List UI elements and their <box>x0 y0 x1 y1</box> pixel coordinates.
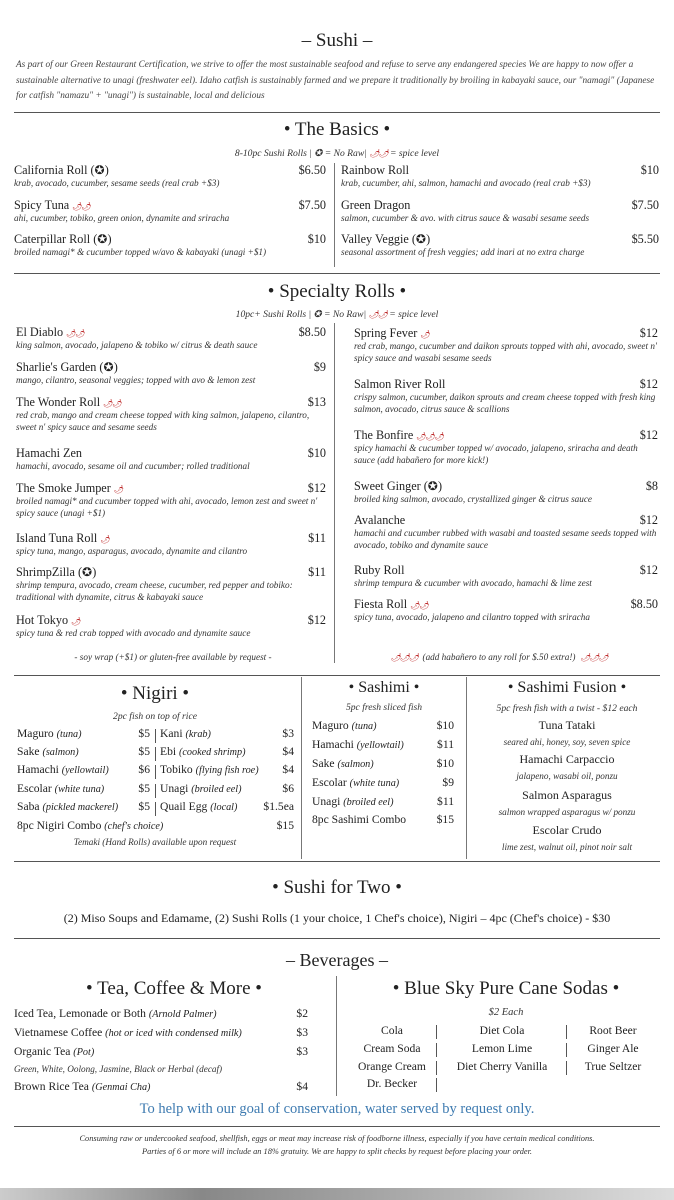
separator <box>155 729 156 743</box>
item-price: $13 <box>307 395 326 409</box>
item-description: krab, avocado, cucumber, sesame seeds (real crab +$3) <box>14 178 220 188</box>
beverage-price: $3 <box>296 1045 308 1058</box>
nigiri-note: (pickled mackerel) <box>42 802 119 813</box>
beverage-note: (Pot) <box>73 1047 95 1058</box>
item-description: ahi, cucumber, tobiko, green onion, dynamite and sriracha <box>14 213 230 223</box>
nigiri-combo-price: $15 <box>276 819 294 832</box>
nigiri-combo-note: (chef's choice) <box>104 821 164 832</box>
chili-icon: 🌶 <box>420 330 430 339</box>
chili-icon: 🌶🌶 <box>410 601 429 610</box>
item-price: $10 <box>640 163 659 177</box>
nigiri-note: (tuna) <box>56 729 82 740</box>
item-price: $8.50 <box>630 597 658 611</box>
nigiri-item <box>160 763 259 776</box>
beverage-name: Organic Tea <box>14 1045 71 1058</box>
item-description: seasonal assortment of fresh veggies; add inari at no extra charge <box>341 247 585 257</box>
nigiri-item <box>160 745 246 758</box>
fusion-title: • Sashimi Fusion • <box>507 679 627 696</box>
menu-item <box>14 232 326 259</box>
nigiri-price: $5 <box>138 800 150 813</box>
separator <box>566 1025 567 1039</box>
menu-item <box>354 428 658 466</box>
soda-item: Cream Soda <box>363 1042 421 1055</box>
menu-item <box>341 232 659 259</box>
nigiri-item <box>17 763 109 776</box>
nigiri-price: $4 <box>282 763 294 776</box>
item-description: salmon, cucumber & avo. with citrus sauce & wasabi sesame seeds <box>341 213 590 223</box>
item-name <box>16 395 326 410</box>
fusion-description: salmon wrapped asparagus w/ ponzu <box>498 807 636 817</box>
item-description: spicy tuna, mango, asparagus, avocado, dynamite and cilantro <box>16 546 248 556</box>
item-price: $6.50 <box>298 163 326 177</box>
nigiri-price: $6 <box>282 782 294 795</box>
item-name-text: Avalanche <box>354 513 406 527</box>
item-name <box>354 513 658 528</box>
item-name <box>354 563 658 578</box>
item-name <box>14 232 326 247</box>
nigiri-name: Kani <box>160 727 183 740</box>
separator <box>436 1078 437 1092</box>
nigiri-name: Ebi <box>160 745 177 758</box>
item-name <box>354 326 658 341</box>
sashimi-item <box>312 757 374 770</box>
water-note: To help with our goal of conservation, water served by request only. <box>139 1101 535 1117</box>
item-price: $11 <box>308 565 326 579</box>
item-name-text: Hamachi Zen <box>16 446 82 460</box>
menu-item <box>354 597 658 624</box>
sashimi-item <box>312 776 399 789</box>
beverage-item <box>14 1007 216 1020</box>
basics-title: • The Basics • <box>283 119 391 140</box>
specialty-subtitle: 10pc+ Sushi Rolls | ✪ = No Raw| 🌶🌶 = spice level <box>235 309 439 320</box>
nigiri-note: (salmon) <box>42 747 79 758</box>
soda-item: Ginger Ale <box>587 1042 639 1055</box>
item-name <box>14 163 326 178</box>
nigiri-name: Sake <box>17 745 40 758</box>
sashimi-item <box>312 813 406 826</box>
nigiri-title: • Nigiri • <box>120 683 190 704</box>
item-name <box>341 198 659 213</box>
menu-item <box>16 613 326 640</box>
item-description: red crab, mango, cucumber and daikon sprouts topped with ahi, avocado, sweet n' spicy sauce and wasabi sesame seeds <box>354 341 657 363</box>
basics-subtitle: 8-10pc Sushi Rolls | ✪ = No Raw| 🌶🌶 = spice level <box>234 148 440 159</box>
item-name-text: Spring Fever <box>354 326 418 340</box>
nigiri-name: Maguro <box>17 727 54 740</box>
nigiri-note: (white tuna) <box>54 784 105 795</box>
nigiri-item <box>17 800 118 813</box>
item-name-text: ShrimpZilla (✪) <box>16 565 97 579</box>
column-divider <box>334 323 335 663</box>
sushi-for-two-desc: (2) Miso Soups and Edamame, (2) Sushi Rolls (1 your choice, 1 Chef's choice), Nigiri – 4pc (Chef's choice) - $30 <box>63 911 611 925</box>
beverage-item <box>14 1080 150 1093</box>
divider <box>14 861 660 862</box>
sashimi-note: (broiled eel) <box>343 797 394 808</box>
menu-item <box>354 377 658 415</box>
item-price: $12 <box>639 513 658 527</box>
nigiri-name: Unagi <box>160 782 189 795</box>
item-name <box>354 597 658 612</box>
item-description: broiled namagi* & cucumber topped w/avo & kabayaki (unagi +$1) <box>14 247 267 257</box>
item-price: $12 <box>639 428 658 442</box>
divider <box>14 1126 660 1127</box>
soda-item: Cola <box>381 1024 403 1037</box>
item-name-text: Caterpillar Roll (✪) <box>14 232 112 246</box>
sashimi-name: Unagi <box>312 795 341 808</box>
column-divider <box>336 976 337 1096</box>
item-price: $12 <box>639 377 658 391</box>
tea-types: Green, White, Oolong, Jasmine, Black or Herbal (decaf) <box>14 1064 223 1074</box>
sashimi-name: 8pc Sashimi Combo <box>312 813 407 826</box>
item-price: $12 <box>307 481 326 495</box>
sashimi-price: $10 <box>436 719 454 732</box>
item-price: $12 <box>307 613 326 627</box>
nigiri-combo <box>17 819 163 832</box>
menu-item <box>16 565 326 603</box>
sodas-title: • Blue Sky Pure Cane Sodas • <box>392 978 620 999</box>
nigiri-item <box>160 800 237 813</box>
menu-item <box>16 360 326 387</box>
item-price: $10 <box>307 232 326 246</box>
sodas-subtitle: $2 Each <box>488 1007 524 1018</box>
item-name-text: The Bonfire <box>354 428 414 442</box>
chili-icon: 🌶🌶 <box>66 329 85 338</box>
item-description: krab, cucumber, ahi, salmon, hamachi and avocado (real crab +$3) <box>341 178 591 188</box>
beverage-note: (Genmai Cha) <box>91 1082 151 1093</box>
menu-item <box>354 513 658 551</box>
intro-text: As part of our Green Restaurant Certification, we strive to offer the most sustainable seafood and refuse to serve any endangered species We are happy to now offer a sustainable alternative to unagi (freshwater eel). Idaho catfish is sustainably farmed and we prepare it traditionally by broiling in kabayaki sauce, our "namagi" (Japanese for catfish "namazu" + "unagi") is sustainable, local and delicious <box>16 60 655 101</box>
beverages-title: – Beverages – <box>286 950 388 970</box>
sashimi-price: $10 <box>436 757 454 770</box>
item-name-text: Rainbow Roll <box>341 163 410 177</box>
fusion-name: Escolar Crudo <box>532 823 602 837</box>
nigiri-item <box>17 782 104 795</box>
item-name-text: Sweet Ginger (✪) <box>354 479 443 493</box>
tea-title: • Tea, Coffee & More • <box>86 978 262 999</box>
chili-icon: 🌶 <box>71 617 81 626</box>
beverage-price: $2 <box>296 1007 308 1020</box>
chili-icon: 🌶 <box>100 535 110 544</box>
sashimi-price: $11 <box>437 738 454 751</box>
item-name <box>354 377 658 392</box>
item-name <box>16 360 326 375</box>
item-name <box>341 232 659 247</box>
nigiri-note: (broiled eel) <box>191 784 242 795</box>
nigiri-name: Hamachi <box>17 763 59 776</box>
sashimi-title: • Sashimi • <box>348 679 420 696</box>
specialty-title: • Specialty Rolls • <box>267 281 407 302</box>
menu-item <box>16 325 326 352</box>
separator <box>155 784 156 798</box>
chili-icon: 🌶🌶 <box>368 310 387 319</box>
menu-item <box>341 163 659 190</box>
column-divider <box>466 677 467 859</box>
nigiri-note: (yellowtail) <box>61 765 109 776</box>
soy-wrap-note: - soy wrap (+$1) or gluten-free available by request - <box>74 652 272 662</box>
chili-icon: 🌶🌶 <box>103 399 122 408</box>
item-name <box>341 163 659 178</box>
item-description: spicy tuna, avocado, jalapeno and cilantro topped with sriracha <box>354 612 590 622</box>
menu-item <box>14 198 326 225</box>
item-name-text: Island Tuna Roll <box>16 531 98 545</box>
divider <box>14 112 660 113</box>
sashimi-name: Maguro <box>312 719 349 732</box>
separator <box>436 1025 437 1039</box>
beverage-price: $4 <box>296 1080 308 1093</box>
beverage-name: Brown Rice Tea <box>14 1080 89 1093</box>
item-price: $11 <box>308 531 326 545</box>
item-name <box>16 613 326 628</box>
item-name-text: Green Dragon <box>341 198 411 212</box>
item-price: $8 <box>645 479 658 493</box>
sushi-for-two-title: • Sushi for Two • <box>272 877 402 898</box>
item-name-text: California Roll (✪) <box>14 163 109 177</box>
fusion-description: seared ahi, honey, soy, seven spice <box>503 737 631 747</box>
nigiri-price: $4 <box>282 745 294 758</box>
item-price: $8.50 <box>298 325 326 339</box>
beverage-note: (hot or iced with condensed milk) <box>105 1028 242 1039</box>
beverage-name: Vietnamese Coffee <box>14 1026 103 1039</box>
item-name-text: Valley Veggie (✪) <box>341 232 431 246</box>
soda-item: Diet Cherry Vanilla <box>456 1060 548 1073</box>
chili-icon: 🌶🌶 <box>369 149 388 158</box>
temaki-note: Temaki (Hand Rolls) available upon request <box>73 837 237 847</box>
item-name <box>16 531 326 546</box>
sashimi-subtitle: 5pc fresh sliced fish <box>345 702 423 713</box>
nigiri-item <box>160 727 211 740</box>
fusion-description: jalapeno, wasabi oil, ponzu <box>516 771 618 781</box>
nigiri-note: (flying fish roe) <box>195 765 259 776</box>
sashimi-name: Escolar <box>312 776 347 789</box>
menu-item <box>14 163 326 190</box>
item-description: spicy hamachi & cucumber topped w/ avocado, jalapeno, sriracha and death sauce (add habañero for more kick!) <box>354 443 638 465</box>
nigiri-price: $3 <box>282 727 294 740</box>
separator <box>436 1043 437 1057</box>
item-description: shrimp tempura & cucumber with avocado, hamachi & lime zest <box>354 578 592 588</box>
divider <box>14 675 660 676</box>
divider <box>14 273 660 274</box>
sashimi-price: $9 <box>442 776 454 789</box>
soda-item: Dr. Becker <box>366 1077 418 1090</box>
item-name-text: The Wonder Roll <box>16 395 101 409</box>
sashimi-name: Sake <box>312 757 335 770</box>
item-name-text: Salmon River Roll <box>354 377 446 391</box>
item-description: crispy salmon, cucumber, daikon sprouts and cream cheese topped with fresh king salmon, avocado, citrus sauce & scallions <box>354 392 656 414</box>
separator <box>155 747 156 761</box>
item-price: $12 <box>639 563 658 577</box>
item-name-text: Hot Tokyo <box>16 613 69 627</box>
nigiri-note: (krab) <box>185 729 211 740</box>
sashimi-note: (yellowtail) <box>356 740 404 751</box>
menu-item <box>354 479 658 506</box>
item-price: $7.50 <box>631 198 659 212</box>
sushi-title: – Sushi – <box>301 30 373 51</box>
item-name <box>16 481 326 496</box>
item-description: shrimp tempura, avocado, cream cheese, cucumber, red pepper and tobiko: traditional with dynamite, citrus & kabayaki sauce <box>16 580 293 602</box>
item-name-text: El Diablo <box>16 325 64 339</box>
item-name <box>354 428 658 443</box>
chili-icon: 🌶 <box>113 485 123 494</box>
item-name-text: Spicy Tuna <box>14 198 70 212</box>
item-price: $9 <box>313 360 326 374</box>
item-description: hamachi, avocado, sesame oil and cucumber; rolled traditional <box>16 461 250 471</box>
item-name-text: Fiesta Roll <box>354 597 408 611</box>
item-price: $7.50 <box>298 198 326 212</box>
soda-item: Diet Cola <box>479 1024 525 1037</box>
nigiri-item <box>160 782 242 795</box>
habanero-note: 🌶🌶🌶 (add habañero to any roll for $.50 extra!) 🌶🌶🌶 <box>390 652 608 662</box>
menu-item <box>16 446 326 473</box>
nigiri-price: $6 <box>138 763 150 776</box>
item-name <box>16 325 326 340</box>
item-name <box>16 446 326 461</box>
chili-icon: 🌶🌶🌶 <box>416 432 444 441</box>
fusion-description: lime zest, walnut oil, pinot noir salt <box>501 842 633 852</box>
sashimi-note: (white tuna) <box>349 778 400 789</box>
separator <box>566 1061 567 1075</box>
nigiri-name: Quail Egg <box>160 800 208 813</box>
fusion-name: Hamachi Carpaccio <box>519 752 615 766</box>
nigiri-subtitle: 2pc fish on top of rice <box>113 711 197 722</box>
separator <box>436 1061 437 1075</box>
separator <box>155 802 156 816</box>
soda-item: Root Beer <box>589 1024 637 1037</box>
nigiri-note: (cooked shrimp) <box>179 747 246 758</box>
nigiri-item <box>17 727 82 740</box>
item-description: red crab, mango and cream cheese topped with king salmon, jalapeno, cilantro, sweet n' spicy sauce and sesame seeds <box>16 410 310 432</box>
sashimi-item <box>312 738 404 751</box>
nigiri-note: (local) <box>210 802 238 813</box>
fusion-name: Tuna Tataki <box>538 718 596 732</box>
item-name <box>354 479 658 494</box>
beverage-price: $3 <box>296 1026 308 1039</box>
item-description: hamachi and cucumber rubbed with wasabi and toasted sesame seeds topped with avocado, tobiko and dynamite sauce <box>354 528 657 550</box>
item-name <box>16 565 326 580</box>
nigiri-name: Saba <box>17 800 40 813</box>
nigiri-price: $5 <box>138 782 150 795</box>
menu-item <box>341 198 659 225</box>
nigiri-name: Escolar <box>17 782 52 795</box>
item-price: $12 <box>639 326 658 340</box>
item-price: $5.50 <box>631 232 659 246</box>
soda-item: Orange Cream <box>358 1060 426 1073</box>
sashimi-note: (tuna) <box>351 721 377 732</box>
nigiri-price: $1.5ea <box>263 800 294 813</box>
beverage-item <box>14 1026 242 1039</box>
nigiri-item <box>17 745 79 758</box>
footer-gratuity: Parties of 6 or more will include an 18% gratuity. We are happy to split checks by request before placing your order. <box>141 1147 533 1156</box>
column-divider <box>334 163 335 267</box>
item-description: mango, cilantro, seasonal veggies; topped with avo & lemon zest <box>16 375 256 385</box>
item-name-text: Sharlie's Garden (✪) <box>16 360 118 374</box>
nigiri-combo-name: 8pc Nigiri Combo <box>17 819 102 832</box>
menu-item <box>16 481 326 519</box>
menu-item <box>354 563 658 590</box>
fusion-name: Salmon Asparagus <box>522 788 612 802</box>
soda-item: True Seltzer <box>584 1060 642 1073</box>
sashimi-item <box>312 719 377 732</box>
nigiri-name: Tobiko <box>160 763 193 776</box>
separator <box>566 1043 567 1057</box>
divider <box>14 938 660 939</box>
sashimi-price: $15 <box>436 813 454 826</box>
item-name-text: Ruby Roll <box>354 563 405 577</box>
menu-item <box>16 531 326 558</box>
item-description: broiled king salmon, avocado, crystallized ginger & citrus sauce <box>354 494 592 504</box>
item-description: broiled namagi* and cucumber topped with ahi, avocado, lemon zest and sweet n' spicy sauce (unagi +$1) <box>16 496 318 518</box>
item-description: spicy tuna & red crab topped with avocado and dynamite sauce <box>16 628 251 638</box>
separator <box>155 765 156 779</box>
nigiri-price: $5 <box>138 745 150 758</box>
chili-icon: 🌶🌶 <box>72 202 91 211</box>
item-name-text: The Smoke Jumper <box>16 481 111 495</box>
nigiri-price: $5 <box>138 727 150 740</box>
footer-warning: Consuming raw or undercooked seafood, shellfish, eggs or meat may increase risk of foodborne illness, especially if you have certain medical conditions. <box>79 1134 595 1143</box>
page-edge <box>0 1188 674 1200</box>
sashimi-price: $11 <box>437 795 454 808</box>
item-name <box>14 198 326 213</box>
sashimi-item <box>312 795 394 808</box>
fusion-subtitle: 5pc fresh fish with a twist - $12 each <box>496 703 638 714</box>
sashimi-note: (salmon) <box>337 759 374 770</box>
menu-item <box>16 395 326 433</box>
menu-item <box>354 326 658 364</box>
soda-item: Lemon Lime <box>471 1042 533 1055</box>
beverage-note: (Arnold Palmer) <box>148 1009 217 1020</box>
sashimi-name: Hamachi <box>312 738 354 751</box>
beverage-item <box>14 1045 94 1058</box>
beverage-name: Iced Tea, Lemonade or Both <box>14 1007 146 1020</box>
item-price: $10 <box>307 446 326 460</box>
item-description: king salmon, avocado, jalapeno & tobiko w/ citrus & death sauce <box>16 340 258 350</box>
